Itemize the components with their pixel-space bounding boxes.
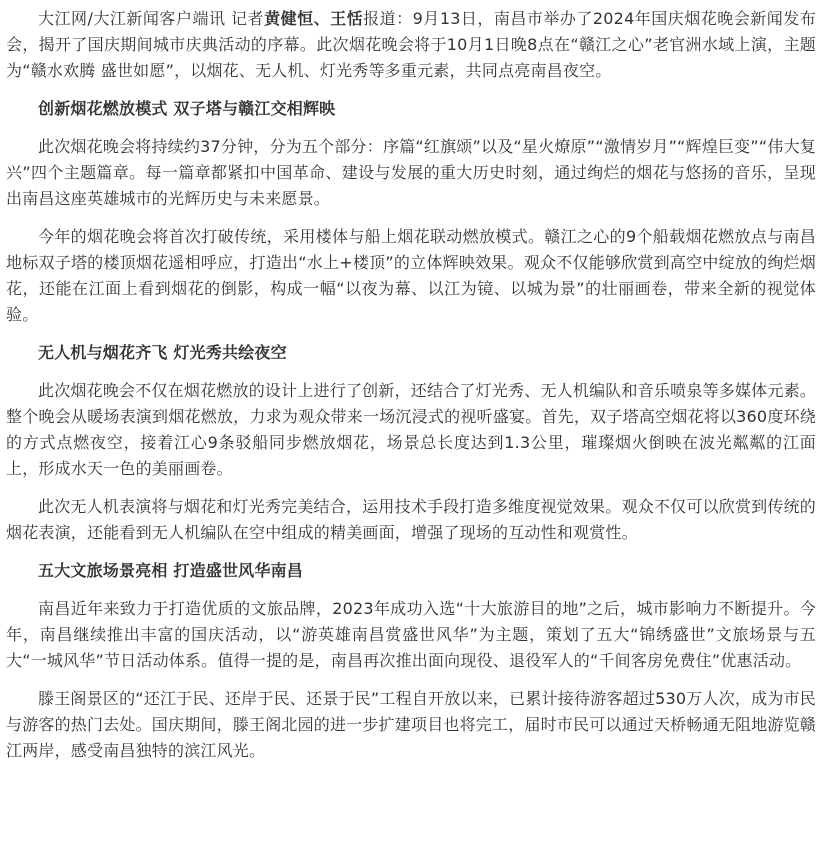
paragraph-show-structure: 此次烟花晚会将持续约37分钟，分为五个部分：序篇“红旗颂”以及“星火燎原”“激情岁月”“辉煌巨变”“伟大复兴”四个主题篇章。每一篇章都紧扣中国革命、建设与发展的重大历史时刻，通过绚烂的烟花与悠扬的音乐，呈现出南昌这座英雄城市的光辉历史与未来愿景。 bbox=[6, 137, 816, 208]
paragraph-tengwang-pavilion: 滕王阁景区的“还江于民、还岸于民、还景于民”工程自开放以来，已累计接待游客超过530万人次，成为市民与游客的热门去处。国庆期间，滕王阁北园的进一步扩建项目也将完工，届时市民可以通过天桥畅通无阻地游览赣江两岸，感受南昌独特的滨江风光。 bbox=[6, 689, 817, 760]
section-heading-tourism-scenes: 五大文旅场景亮相 打造盛世风华南昌 bbox=[38, 561, 303, 580]
paragraph-multimedia: 此次烟花晚会不仅在烟花燃放的设计上进行了创新，还结合了灯光秀、无人机编队和音乐喷泉等多媒体元素。整个晚会从暖场表演到烟花燃放，力求为观众带来一场沉浸式的视听盛宴。首先，双子塔高空烟花将以360度环绕的方式点燃夜空，接着江心9条驳船同步燃放烟花，场景总长度达到1.3公里，璀璨烟火倒映在波光粼粼的江面上，形成水天一色的美丽画卷。 bbox=[6, 381, 816, 478]
lead-prefix: 大江网/大江新闻客户端讯 记者 bbox=[38, 9, 265, 28]
reporter-names: 黄健恒、王恬 bbox=[264, 9, 364, 28]
lead-text: 报道：9月13日，南昌市举办了2024年国庆烟花晚会新闻发布会，揭开了国庆期间城市庆典活动的序幕。此次烟花晚会将于10月1日晚8点在“赣江之心”老官洲水域上演，主题为“赣水欢腾 盛世如愿”，以烟花、无人机、灯光秀等多重元素，共同点亮南昌夜空。 bbox=[6, 9, 817, 80]
paragraph-tourism-brand: 南昌近年来致力于打造优质的文旅品牌，2023年成功入选“十大旅游目的地”之后，城市影响力不断提升。今年，南昌继续推出丰富的国庆活动，以“游英雄南昌赏盛世风华”为主题，策划了五大“锦绣盛世”文旅场景与五大“一城风华”节日活动体系。值得一提的是，南昌再次推出面向现役、退役军人的“千间客房免费住”优惠活动。 bbox=[6, 599, 816, 670]
paragraph-drone-show: 此次无人机表演将与烟花和灯光秀完美结合，运用技术手段打造多维度视觉效果。观众不仅可以欣赏到传统的烟花表演，还能看到无人机编队在空中组成的精美画面，增强了现场的互动性和观赏性。 bbox=[6, 497, 816, 542]
paragraph-joint-display: 今年的烟花晚会将首次打破传统，采用楼体与船上烟花联动燃放模式。赣江之心的9个船载烟花燃放点与南昌地标双子塔的楼顶烟花遥相呼应，打造出“水上+楼顶”的立体辉映效果。观众不仅能够欣赏到高空中绽放的绚烂烟花，还能在江面上看到烟花的倒影，构成一幅“以夜为幕、以江为镜、以城为景”的壮丽画卷，带来全新的视觉体验。 bbox=[6, 227, 816, 324]
section-heading-fireworks-mode: 创新烟花燃放模式 双子塔与赣江交相辉映 bbox=[38, 99, 336, 118]
section-heading-drones-lightshow: 无人机与烟花齐飞 灯光秀共绘夜空 bbox=[38, 343, 287, 362]
lead-paragraph bbox=[6, 6, 816, 84]
